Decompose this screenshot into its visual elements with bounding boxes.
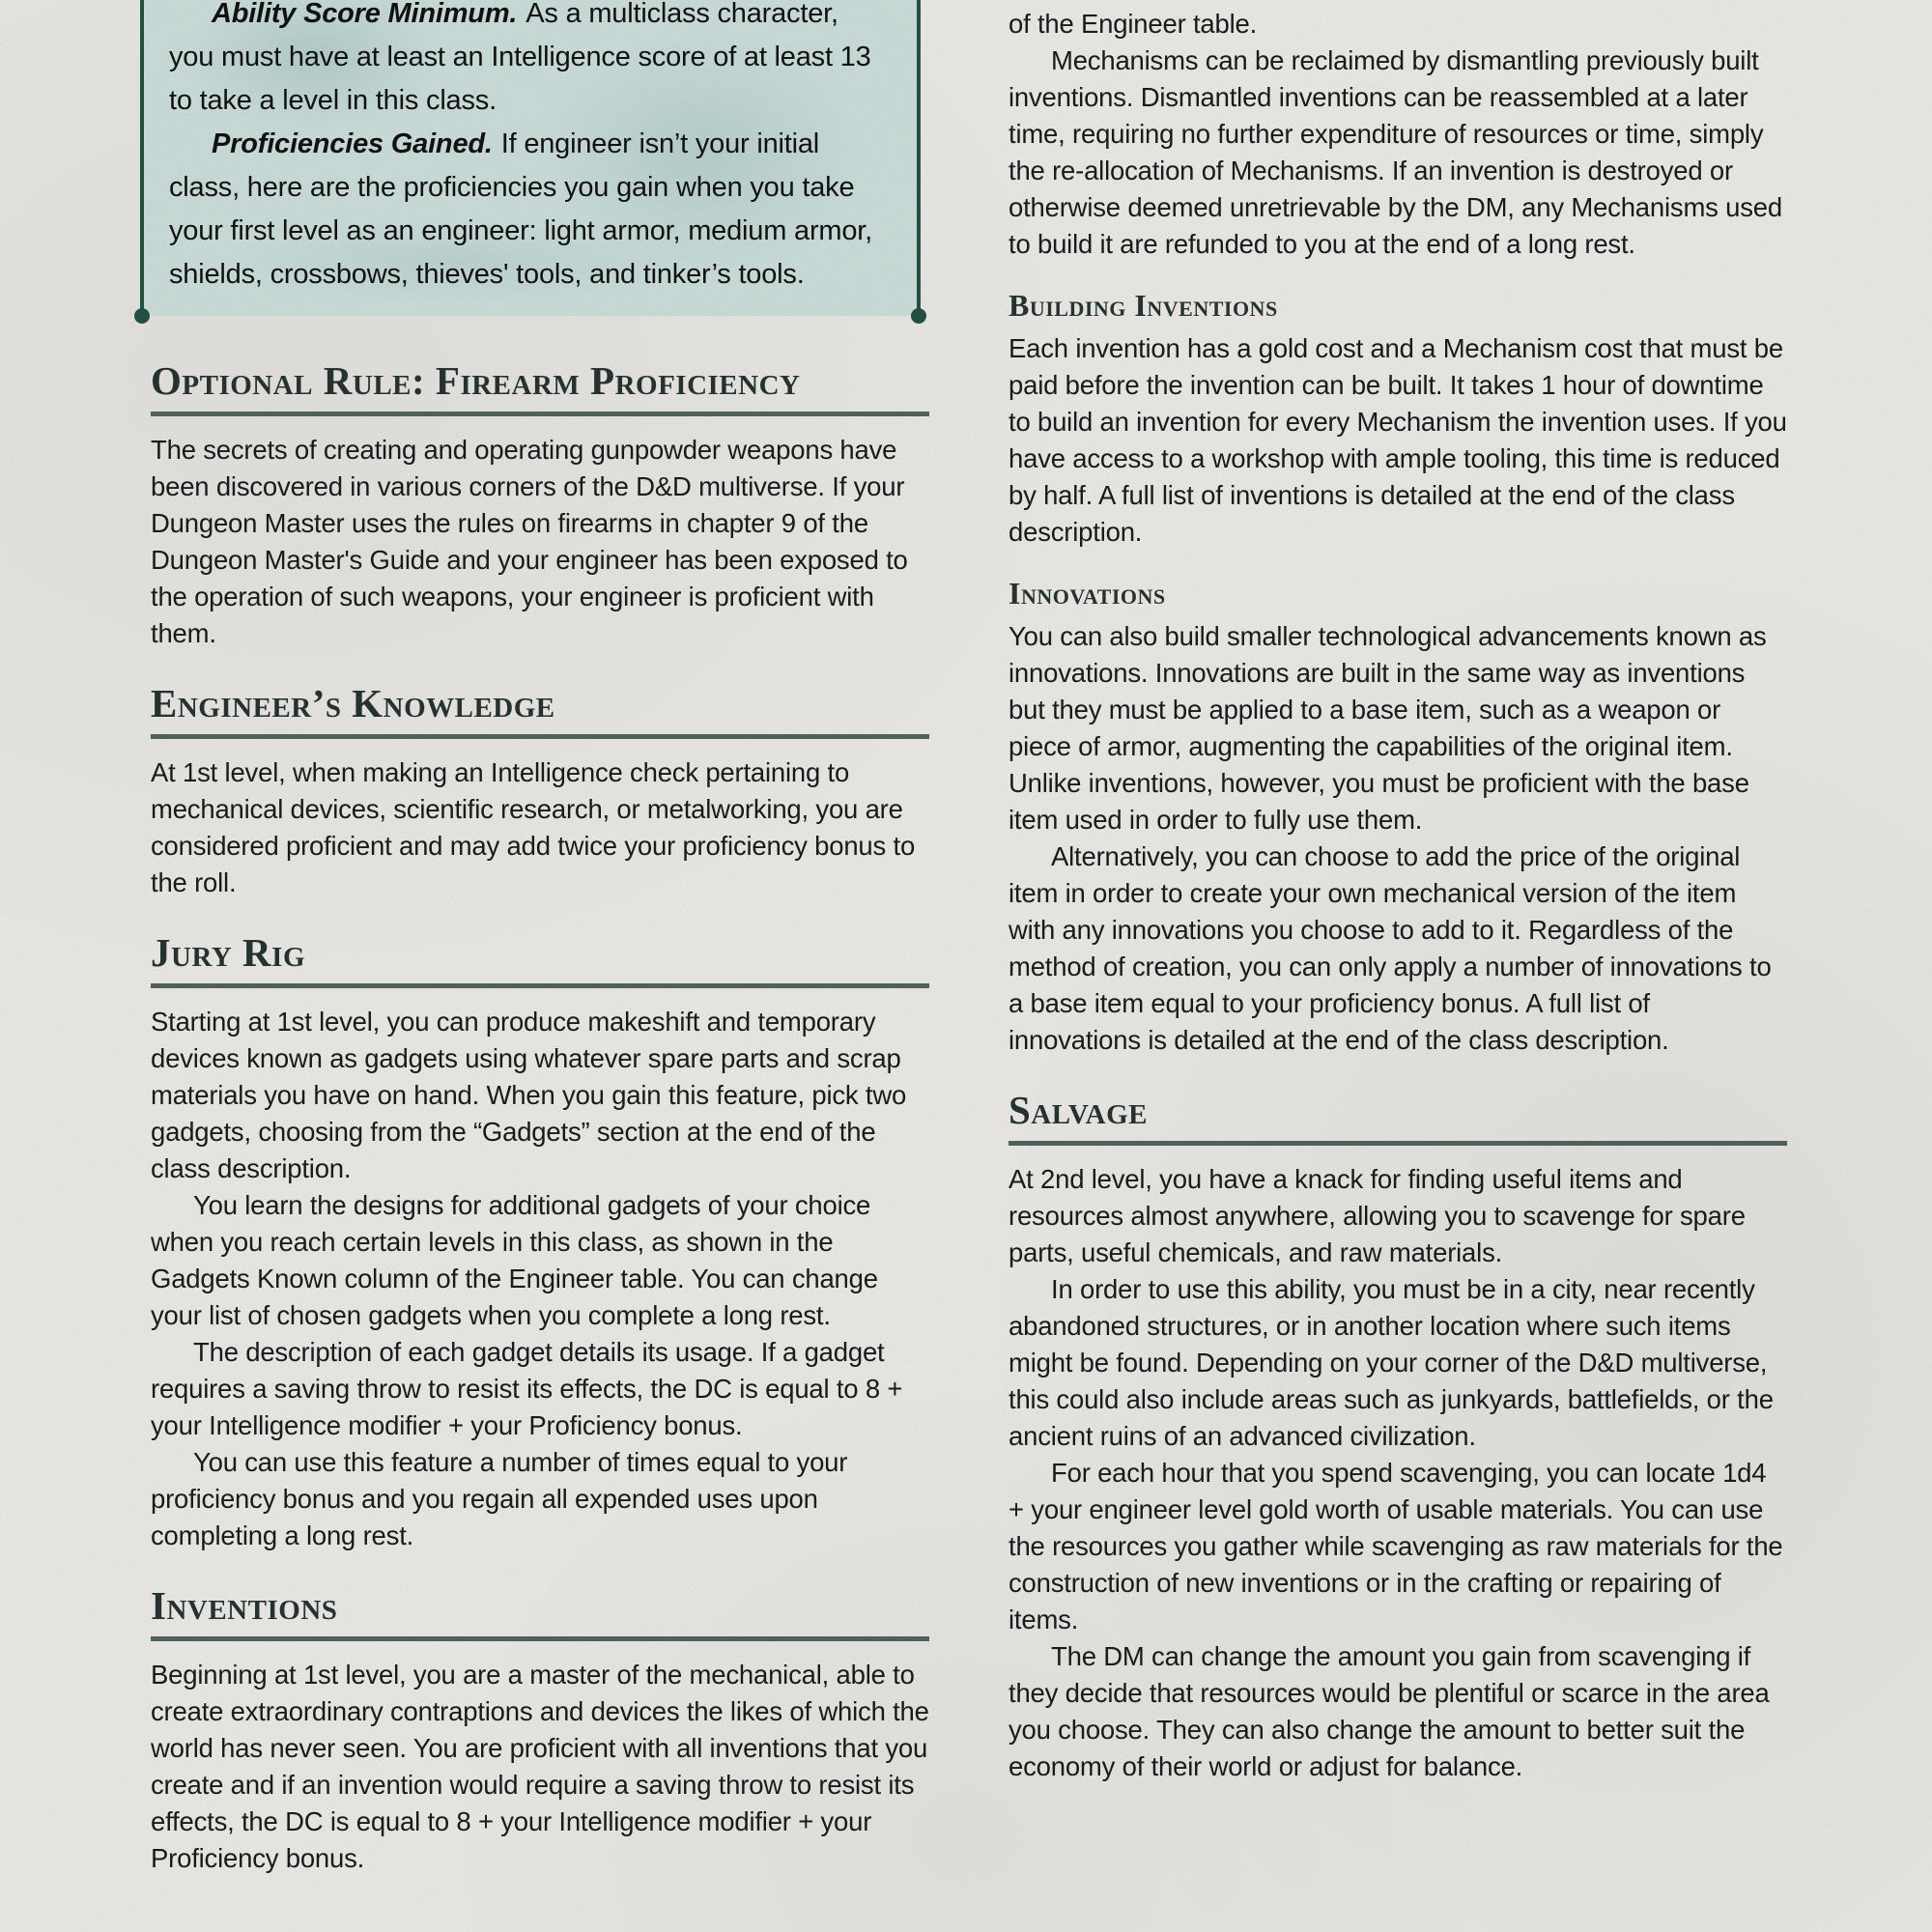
section-heading-salvage: Salvage	[1009, 1088, 1148, 1132]
body-paragraph: You can also build smaller technological advancements known as innovations. Innovations are built in the same way as inventions but they must be applied to a base item, such as a weapon or piece of armor, augmenting the capabilities of the original item. Unlike inventions, however, you must be proficient with the base item used in order to fully use them.	[1009, 621, 1767, 835]
body-paragraph: In order to use this ability, you must be in a city, near recently abandoned structures, or in another location where such items might be found. Depending on your corner of the D&D multiverse, this could also include areas such as junkyards, battlefields, or the ancient ruins of an advanced civilization.	[1009, 1274, 1774, 1451]
heading-rule	[151, 734, 929, 739]
body-paragraph: Mechanisms can be reclaimed by dismantling previously built inventions. Dismantled inventions can be reassembled at a later time, requiring no further expenditure of resources or time, simply the re-allocation of Mechanisms. If an invention is destroyed or otherwise deemed unretrievable by the DM, any Mechanisms used to build it are refunded to you at the end of a long rest.	[1009, 45, 1782, 259]
callout-paragraph-text: If engineer isn’t your initial class, here are the proficiencies you gain when you take your first level as an engineer: light armor, medium armor, shields, crossbows, thieves' tools, and tinker’s tools.	[169, 128, 873, 290]
body-paragraph: You learn the designs for additional gadgets of your choice when you reach certain levels in this class, as shown in the Gadgets Known column of the Engineer table. You can change your list of chosen gadgets when you complete a long rest.	[151, 1190, 878, 1330]
section-heading-jury-rig: Jury Rig	[151, 930, 306, 975]
body-paragraph: The description of each gadget details its usage. If a gadget requires a saving throw to resist its effects, the DC is equal to 8 + your Intelligence modifier + your Proficiency bonus.	[151, 1337, 903, 1440]
right-column	[1009, 6, 1787, 1785]
callout-run-in-heading: Proficiencies Gained.	[212, 128, 493, 159]
body-paragraph: Alternatively, you can choose to add the price of the original item in order to create your own mechanical version of the item with any innovations you choose to add to it. Regardless of the method of creation, you can only apply a number of innovations to a base item equal to your proficiency bonus. A full list of innovations is detailed at the end of the class description.	[1009, 841, 1772, 1055]
body-paragraph: Starting at 1st level, you can produce makeshift and temporary devices known as gadgets using whatever spare parts and scrap materials you have on hand. When you gain this feature, pick two gadgets, choosing from the “Gadgets” section at the end of the class description.	[151, 1007, 907, 1183]
continued-paragraph-ending: of the Engineer table.	[1009, 9, 1258, 39]
callout-paragraph	[169, 0, 888, 123]
heading-rule	[151, 983, 929, 988]
body-paragraph: At 1st level, when making an Intelligence check pertaining to mechanical devices, scientific research, or metalworking, you are considered proficient and may add twice your proficiency bonus to the roll.	[151, 757, 916, 897]
heading-rule	[151, 1636, 929, 1641]
callout-paragraph	[169, 123, 888, 297]
callout-paragraph-text: As a multiclass character, you must have at least an Intelligence score of at least 13 to take a level in this class.	[169, 0, 871, 116]
callout-corner-dot-right	[911, 308, 926, 324]
body-paragraph: At 2nd level, you have a knack for finding useful items and resources almost anywhere, allowing you to scavenge for spare parts, useful chemicals, and raw materials.	[1009, 1164, 1746, 1267]
body-paragraph: You can use this feature a number of times equal to your proficiency bonus and you regain all expended uses upon completing a long rest.	[151, 1447, 848, 1550]
body-paragraph: The secrets of creating and operating gunpowder weapons have been discovered in various corners of the D&D multiverse. If your Dungeon Master uses the rules on firearms in chapter 9 of the Dungeon Master's Guide and your engineer has been exposed to the operation of such weapons, your engineer is proficient with them.	[151, 435, 908, 648]
subsection-heading-innovations: Innovations	[1009, 576, 1166, 611]
left-column	[151, 0, 929, 1877]
section-heading-optional-rule-firearm-proficiency: Optional Rule: Firearm Proficiency	[151, 358, 801, 403]
heading-rule	[1009, 1141, 1787, 1146]
body-paragraph: Each invention has a gold cost and a Mechanism cost that must be paid before the invention can be built. It takes 1 hour of downtime to build an invention for every Mechanism the invention uses. If you have access to a workshop with ample tooling, this time is reduced by half. A full list of inventions is detailed at the end of the class description.	[1009, 333, 1787, 547]
section-heading-engineers-knowledge: Engineer’s Knowledge	[151, 681, 555, 725]
subsection-heading-building-inventions: Building Inventions	[1009, 288, 1278, 323]
body-paragraph: The DM can change the amount you gain from scavenging if they decide that resources would be plentiful or scarce in the area you choose. They can also change the amount to better suit the economy of their world or adjust for balance.	[1009, 1641, 1770, 1781]
callout-corner-dot-left	[134, 308, 150, 324]
multiclassing-callout-box	[140, 0, 921, 316]
section-heading-inventions: Inventions	[151, 1583, 338, 1628]
heading-rule	[151, 412, 929, 416]
callout-run-in-heading: Ability Score Minimum.	[212, 0, 518, 29]
body-paragraph: Beginning at 1st level, you are a master of the mechanical, able to create extraordinary contraptions and devices the likes of which the world has never seen. You are proficient with all inventions that you create and if an invention would require a saving throw to resist its effects, the DC is equal to 8 + your Intelligence modifier + your Proficiency bonus.	[151, 1660, 929, 1873]
body-paragraph: For each hour that you spend scavenging, you can locate 1d4 + your engineer level gold worth of usable materials. You can use the resources you gather while scavenging as raw materials for the construction of new inventions or in the crafting or repairing of items.	[1009, 1458, 1783, 1634]
